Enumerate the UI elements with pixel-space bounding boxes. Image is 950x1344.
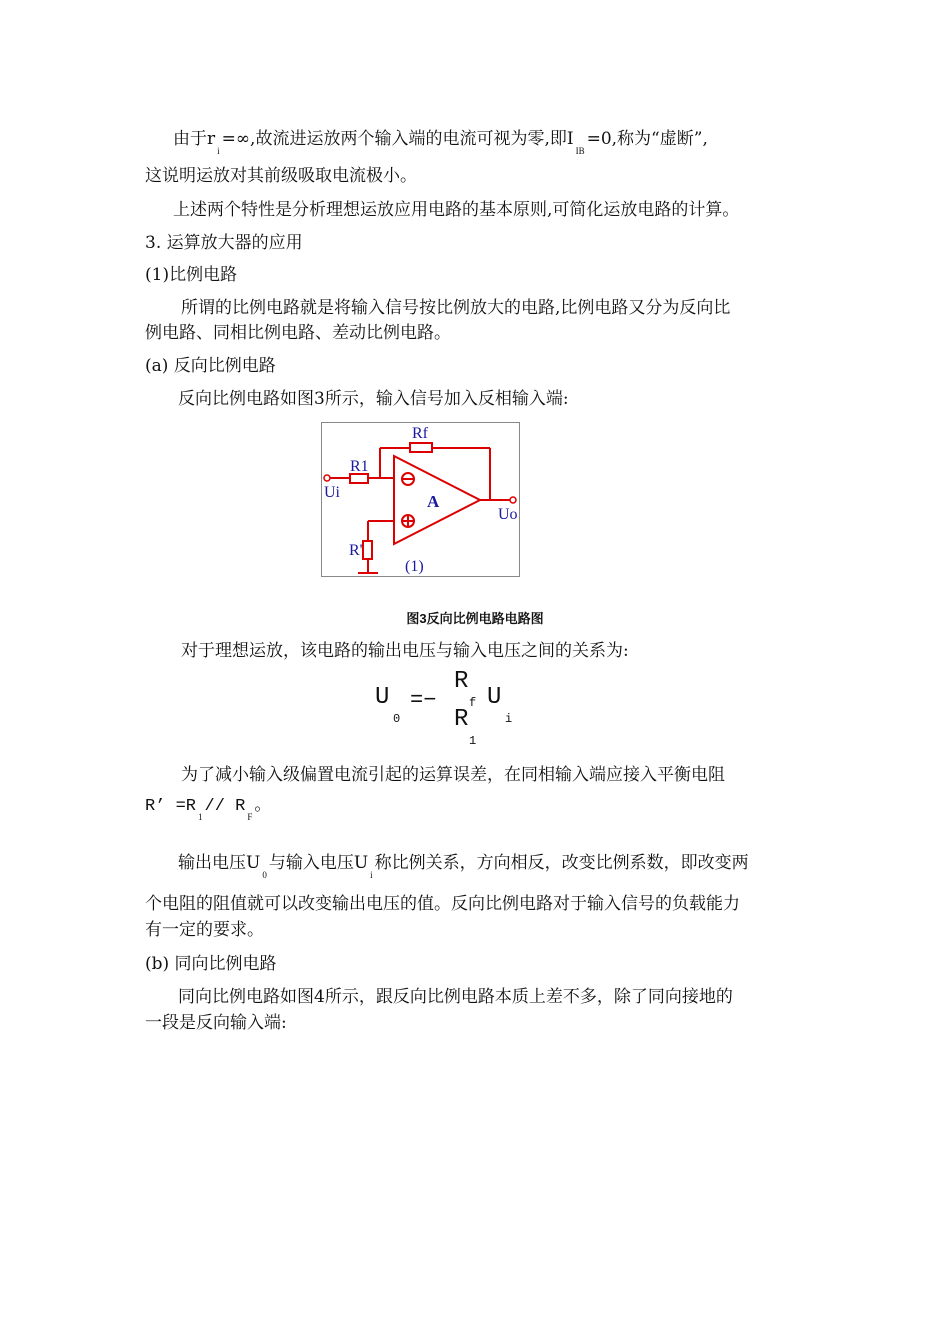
eq-u0-sub: 0 bbox=[393, 712, 401, 726]
text-segment: // R bbox=[204, 797, 246, 816]
para2: 上述两个特性是分析理想运放应用电路的基本原则,可简化运放电路的计算。 bbox=[173, 200, 740, 220]
subsection-1: (1)比例电路 bbox=[145, 265, 238, 285]
text-segment: 与输入电压U bbox=[268, 853, 369, 873]
r1-resistor bbox=[350, 474, 368, 483]
subscript: F bbox=[247, 812, 253, 822]
rprime-resistor bbox=[363, 541, 372, 559]
text-segment: R’ =R bbox=[145, 797, 197, 816]
text-segment: 由于r bbox=[173, 129, 216, 149]
eq-equals-minus: =− bbox=[410, 688, 437, 713]
input-terminal bbox=[324, 475, 330, 481]
subscript: i bbox=[370, 870, 373, 880]
eq-denominator-sub: 1 bbox=[469, 734, 477, 748]
para6-line1: 为了减小输入级偏置电流引起的运算误差，在同相输入端应接入平衡电阻 bbox=[181, 765, 725, 785]
text-segment: 称比例关系，方向相反，改变比例系数，即改变两 bbox=[374, 853, 749, 873]
eq-numerator: R bbox=[454, 668, 469, 695]
rf-resistor bbox=[410, 443, 432, 452]
para6-line2 bbox=[145, 796, 272, 822]
eq-denominator: R bbox=[454, 706, 469, 733]
para1-line2: 这说明运放对其前级吸取电流极小。 bbox=[145, 166, 417, 186]
section-heading-3: 3. 运算放大器的应用 bbox=[145, 233, 303, 253]
uo-label: Uo bbox=[498, 506, 518, 523]
para1-line1 bbox=[173, 128, 708, 156]
text-segment: =∞,故流进运放两个输入端的电流可视为零,即I bbox=[221, 129, 574, 149]
text-segment: 输出电压U bbox=[178, 853, 261, 873]
subsection-a: (a) 反向比例电路 bbox=[145, 356, 276, 376]
subsection-b: (b) 同向比例电路 bbox=[145, 954, 277, 974]
text-segment: 。 bbox=[254, 797, 272, 816]
para3-line2: 例电路、同相比例电路、差动比例电路。 bbox=[145, 323, 451, 343]
para8-line2: 一段是反向输入端: bbox=[145, 1013, 287, 1033]
subscript: 0 bbox=[262, 870, 267, 880]
para4: 反向比例电路如图3所示，输入信号加入反相输入端: bbox=[178, 389, 569, 409]
text-segment: =0,称为“虚断”, bbox=[586, 129, 708, 149]
ui-label: Ui bbox=[324, 484, 340, 501]
r1-label: R1 bbox=[350, 458, 369, 475]
figure-caption: 图3反向比例电路电路图 bbox=[406, 611, 544, 626]
subscript: i bbox=[217, 146, 220, 156]
eq-u0: U bbox=[375, 684, 390, 711]
eq-numerator-sub: f bbox=[469, 696, 477, 710]
subscript: 1 bbox=[198, 812, 203, 822]
rprime-label: R' bbox=[349, 542, 363, 559]
circuit-figure bbox=[321, 422, 520, 577]
eq-ui-sub: i bbox=[505, 712, 513, 726]
para8-line1: 同向比例电路如图4所示，跟反向比例电路本质上差不多，除了同向接地的 bbox=[178, 987, 733, 1007]
para3-line1: 所谓的比例电路就是将输入信号按比例放大的电路,比例电路又分为反向比 bbox=[181, 298, 731, 318]
rf-label: Rf bbox=[412, 425, 428, 442]
circuit-diagram bbox=[322, 423, 519, 576]
para7-line1 bbox=[178, 852, 749, 880]
para5: 对于理想运放，该电路的输出电压与输入电压之间的关系为: bbox=[181, 641, 629, 661]
amp-label: A bbox=[427, 492, 440, 511]
para7-line2: 个电阻的阻值就可以改变输出电压的值。反向比例电路对于输入信号的负载能力 bbox=[145, 894, 740, 914]
output-terminal bbox=[510, 497, 516, 503]
para7-line3: 有一定的要求。 bbox=[145, 920, 264, 940]
figure-number-label: (1) bbox=[405, 558, 424, 575]
subscript: IB bbox=[575, 146, 585, 156]
eq-ui: U bbox=[487, 684, 502, 711]
